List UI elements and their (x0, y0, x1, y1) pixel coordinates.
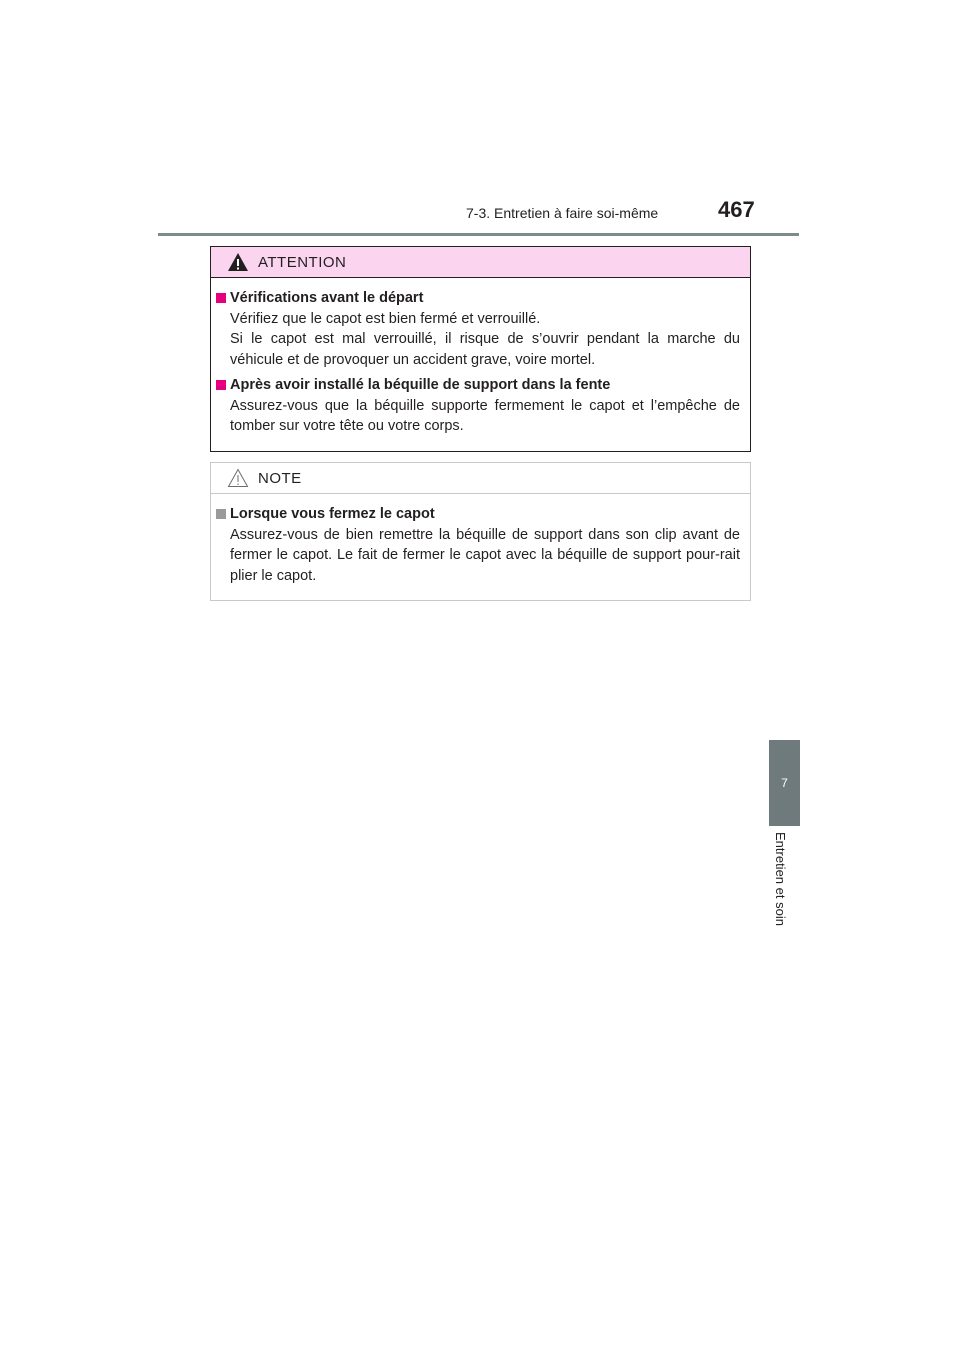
chapter-tab (769, 740, 800, 826)
attention-item (215, 288, 740, 370)
square-bullet-icon (216, 380, 226, 390)
item-text: Assurez-vous que la béquille supporte fermement le capot et l’empêche de tomber sur votre tête ou votre corps. (230, 397, 740, 434)
attention-body (211, 278, 750, 437)
square-bullet-icon (216, 509, 226, 519)
item-heading: Lorsque vous fermez le capot (230, 506, 435, 522)
note-box (210, 462, 751, 601)
warning-triangle-icon (227, 252, 249, 272)
item-heading: Après avoir installé la béquille de support dans la fente (230, 377, 611, 393)
attention-item (215, 375, 740, 437)
note-header (211, 463, 750, 494)
note-title: NOTE (258, 469, 302, 487)
square-bullet-icon (216, 293, 226, 303)
note-item (215, 504, 740, 586)
attention-title: ATTENTION (258, 253, 347, 271)
item-heading: Vérifications avant le départ (230, 290, 424, 306)
note-body (211, 494, 750, 586)
attention-box (210, 246, 751, 452)
header-divider (158, 233, 799, 236)
warning-triangle-outline-icon (227, 468, 249, 488)
page-number: 467 (718, 197, 755, 222)
attention-header (211, 247, 750, 278)
chapter-number: 7 (781, 776, 788, 790)
item-text: Si le capot est mal verrouillé, il risque de s’ouvrir pendant la marche du véhicule et de provoquer un accident grave, voire mortel. (230, 331, 740, 368)
item-text: Vérifiez que le capot est bien fermé et verrouillé. (230, 310, 541, 327)
section-title: 7-3. Entretien à faire soi-même (466, 205, 659, 221)
chapter-title: Entretien et soin (773, 832, 788, 926)
item-text: Assurez-vous de bien remettre la béquille de support dans son clip avant de fermer le capot. Le fait de fermer le capot avec la béquille de support pour-rait plier le capot. (230, 526, 740, 584)
